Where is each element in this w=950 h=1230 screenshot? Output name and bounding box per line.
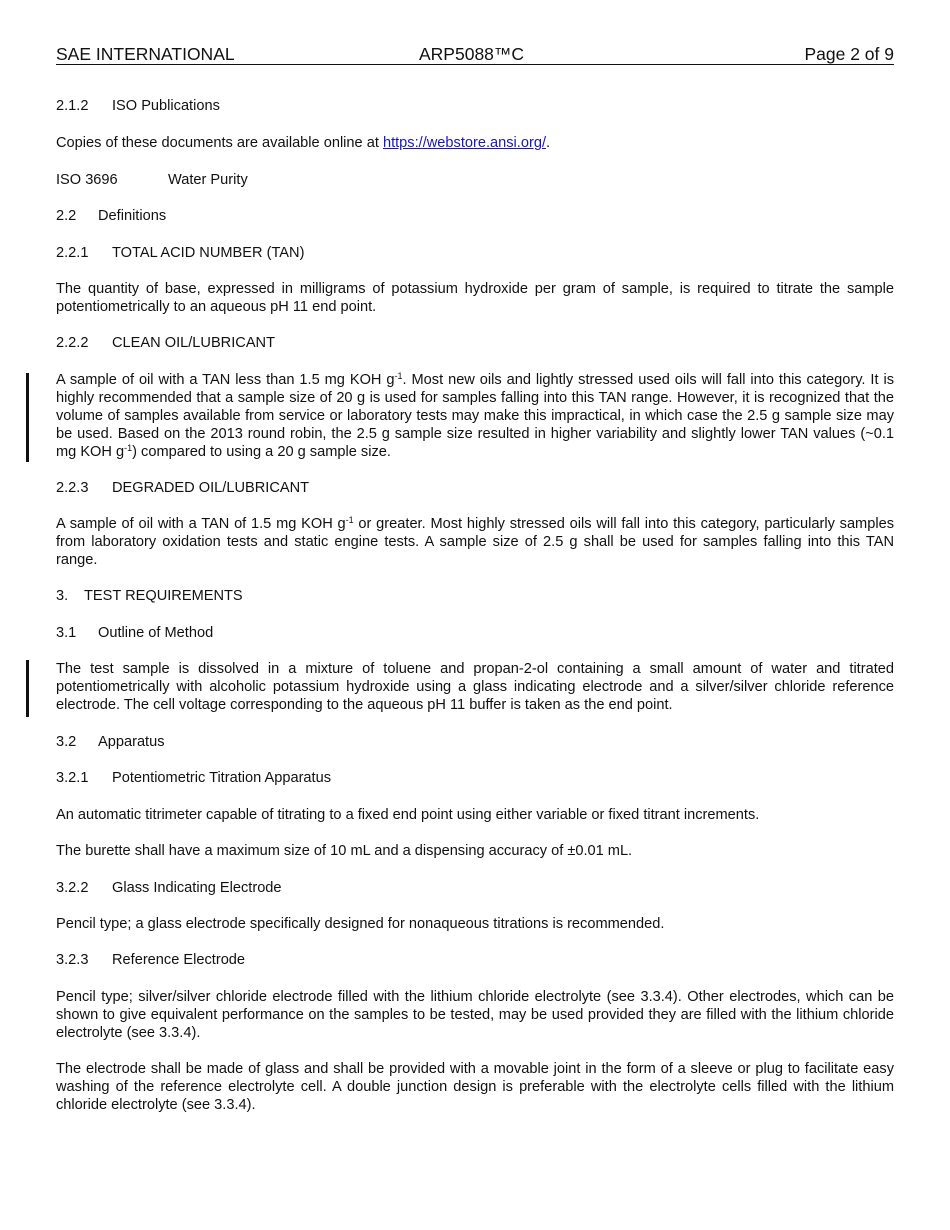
clean-oil-text-1: A sample of oil with a TAN less than 1.5 mg KOH g <box>56 372 395 388</box>
method-outline-paragraph: The test sample is dissolved in a mixture of toluene and propan-2-ol containing a small amount of water and titrated potentiometrically with alcoholic potassium hydroxide using a glass indicating electrode and a silver/silver chloride reference electrode. The cell voltage corresponding to the aqueous pH 11 buffer is taken as the end point. <box>56 661 894 713</box>
electrode-construction-paragraph: The electrode shall be made of glass and shall be provided with a movable joint in the form of a sleeve or plug to facilitate easy washing of the reference electrolyte cell. A double junction design is preferable with the electrolyte cells filled with the lithium chloride electrolyte (see 3.3.4). <box>56 1061 894 1113</box>
change-bar <box>26 660 29 717</box>
reference-electrode-paragraph: Pencil type; silver/silver chloride electrode filled with the lithium chloride electrolyte (see 3.3.4). Other electrodes, which can be shown to give equivalent performance on the samples to be tested, may be used provided they are filled with the lithium chloride electrolyte (see 3.3.4). <box>56 989 894 1041</box>
heading-3-2 <box>56 733 894 751</box>
standard-id: ISO 3696 <box>56 172 118 188</box>
section-title: CLEAN OIL/LUBRICANT <box>112 335 276 351</box>
section-title: DEGRADED OIL/LUBRICANT <box>112 480 310 496</box>
standard-title: Water Purity <box>168 172 248 188</box>
standard-reference-row <box>56 171 894 189</box>
section-title: Definitions <box>98 208 167 224</box>
section-title: Outline of Method <box>98 625 214 641</box>
header-page-number: Page 2 of 9 <box>804 44 894 64</box>
burette-paragraph: The burette shall have a maximum size of 10 mL and a dispensing accuracy of ±0.01 mL. <box>56 843 633 859</box>
section-title: Potentiometric Titration Apparatus <box>112 770 332 786</box>
heading-3-2-3 <box>56 951 894 969</box>
copies-paragraph <box>56 134 894 152</box>
section-title: TOTAL ACID NUMBER (TAN) <box>112 245 305 261</box>
section-number: 3.2.3 <box>56 952 89 968</box>
copies-suffix: . <box>546 135 551 151</box>
degraded-oil-text-2: or greater. Most highly stressed oils will fall into this category, particularly samples from laboratory oxidation tests and static engine tests. A sample size of 2.5 g shall be used for samples falling into this TAN range. <box>56 516 894 568</box>
superscript: -1 <box>345 515 354 525</box>
section-number: 2.2 <box>56 208 77 224</box>
section-number: 3.2.1 <box>56 770 89 786</box>
section-number: 3.2 <box>56 734 77 750</box>
superscript: -1 <box>124 443 133 453</box>
superscript: -1 <box>394 371 403 381</box>
section-title: Glass Indicating Electrode <box>112 880 282 896</box>
section-number: 3.1 <box>56 625 77 641</box>
heading-2-2-1 <box>56 244 894 262</box>
section-number: 3. <box>56 588 69 604</box>
section-title: Reference Electrode <box>112 952 246 968</box>
ansi-webstore-link[interactable]: https://webstore.ansi.org/ <box>382 135 546 151</box>
section-number: 2.2.1 <box>56 245 89 261</box>
degraded-oil-text-1: A sample of oil with a TAN of 1.5 mg KOH g <box>56 516 346 532</box>
heading-3-1 <box>56 624 894 642</box>
heading-2-2-2 <box>56 334 894 352</box>
clean-oil-text-2: . Most new oils and lightly stressed used oils will fall into this category. It is highly recommended that a sample size of 20 g is used for samples falling into this TAN range. However, it is recognized that the volume of samples available from service or laboratory tests may make this impractical, in which case the 2.5 g sample size may be used. Based on the 2013 round robin, the 2.5 g sample size resulted in higher variability and slightly lower TAN values (~0.1 mg KOH g <box>56 372 894 460</box>
header-org: SAE INTERNATIONAL <box>56 44 235 64</box>
heading-2-1-2 <box>56 97 894 115</box>
section-title: Apparatus <box>98 734 165 750</box>
section-number: 3.2.2 <box>56 880 89 896</box>
section-number: 2.2.3 <box>56 480 89 496</box>
heading-3 <box>56 587 894 605</box>
section-number: 2.2.2 <box>56 335 89 351</box>
clean-oil-paragraph <box>56 371 894 461</box>
heading-2-2 <box>56 207 894 225</box>
heading-2-2-3 <box>56 479 894 497</box>
section-title: TEST REQUIREMENTS <box>84 588 243 604</box>
heading-3-2-2 <box>56 879 894 897</box>
heading-3-2-1 <box>56 769 894 787</box>
titrimeter-paragraph: An automatic titrimeter capable of titrating to a fixed end point using either variable or fixed titrant increments. <box>56 807 760 823</box>
copies-text: Copies of these documents are available online at <box>56 135 383 151</box>
page-header <box>56 44 894 65</box>
section-number: 2.1.2 <box>56 98 89 114</box>
header-doc-id: ARP5088™C <box>419 44 525 64</box>
degraded-oil-paragraph <box>56 515 894 569</box>
section-title: ISO Publications <box>112 98 220 114</box>
change-bar <box>26 373 29 462</box>
clean-oil-text-3: ) compared to using a 20 g sample size. <box>132 444 391 460</box>
tan-definition-paragraph: The quantity of base, expressed in milligrams of potassium hydroxide per gram of sample, is required to titrate the sample potentiometrically to an aqueous pH 11 end point. <box>56 281 894 315</box>
glass-electrode-paragraph: Pencil type; a glass electrode specifically designed for nonaqueous titrations is recommended. <box>56 916 665 932</box>
